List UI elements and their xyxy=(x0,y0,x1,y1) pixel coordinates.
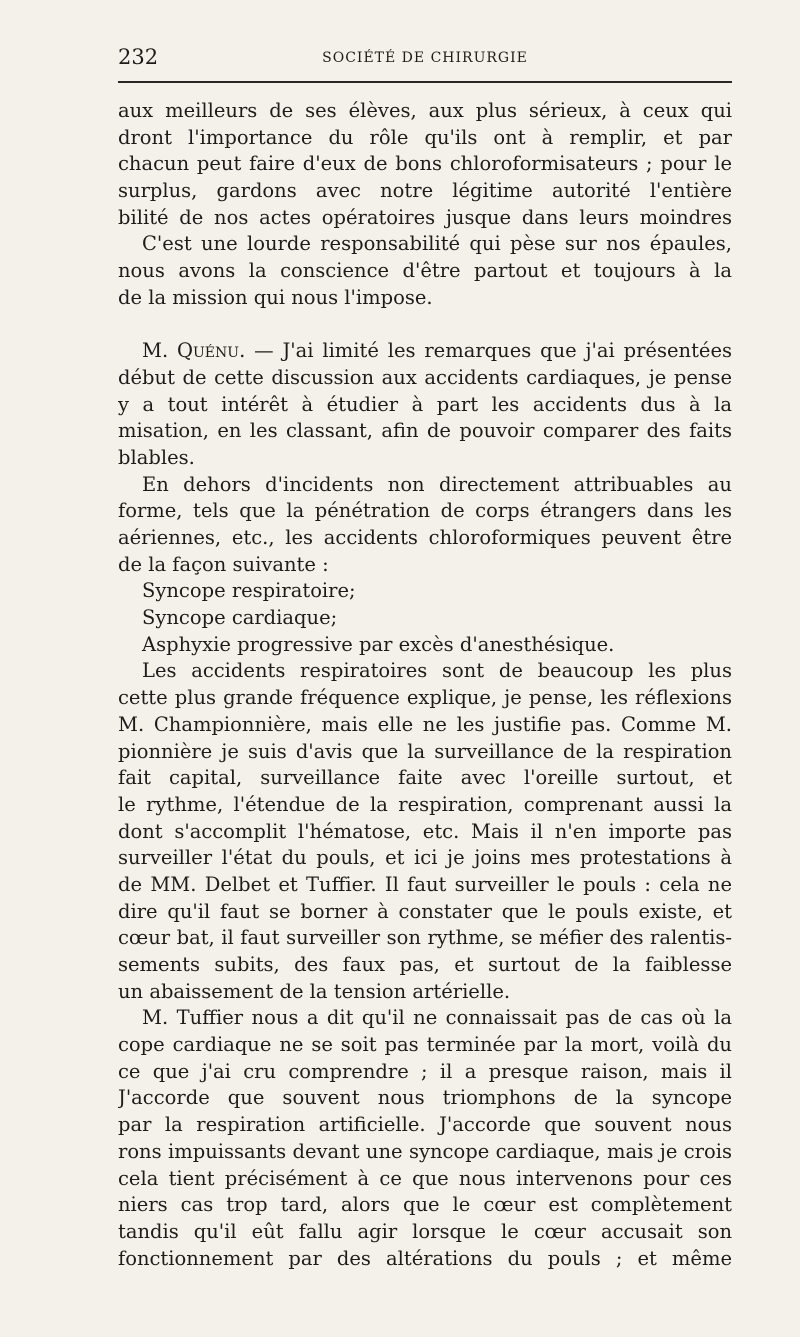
text-line: aériennes, etc., les accidents chloroformiques peuvent être xyxy=(118,526,732,549)
page-header xyxy=(118,43,732,71)
text-line: nous avons la conscience d'être partout et toujours à la xyxy=(118,259,732,283)
text-line: surveiller l'état du pouls, et ici je joins mes protestations à xyxy=(118,846,732,870)
text-line: Syncope respiratoire; xyxy=(142,579,356,603)
text-line: aux meilleurs de ses élèves, aux plus sérieux, à ceux qui xyxy=(118,99,732,122)
text-line: tandis qu'il eût fallu agir lorsque le cœur accusait son xyxy=(118,1219,732,1243)
body-text xyxy=(118,98,732,1272)
header-rule xyxy=(118,81,732,83)
paragraph xyxy=(118,98,732,231)
page-number: 232 xyxy=(118,45,159,69)
text-line: M. Tuffier nous a dit qu'il ne connaissait pas de cas où la xyxy=(142,1006,732,1030)
text-line: Les accidents respiratoires sont de beaucoup les plus xyxy=(142,659,732,683)
text-line: le rythme, l'étendue de la respiration, comprenant aussi la xyxy=(118,792,732,816)
text-line: de la mission qui nous l'impose. xyxy=(118,285,433,309)
speaker-line xyxy=(118,338,732,365)
text-line: cœur bat, il faut surveiller son rythme, se méfier des ralentis- xyxy=(118,926,732,950)
paragraph xyxy=(118,1005,732,1272)
text-line: En dehors d'incidents non directement attribuables au xyxy=(142,472,732,496)
text-line: Syncope cardiaque; xyxy=(142,606,338,630)
text-line: un abaissement de la tension artérielle. xyxy=(118,979,511,1003)
list-item xyxy=(118,605,732,632)
text-line: blables. xyxy=(118,445,195,469)
paragraph xyxy=(118,658,732,1005)
paragraph xyxy=(118,472,732,579)
text-line: dront l'importance du rôle qu'ils ont à remplir, et par xyxy=(118,125,732,149)
text-line: forme, tels que la pénétration de corps étrangers dans les xyxy=(118,499,732,523)
text-line: niers cas trop tard, alors que le cœur est complètement xyxy=(118,1193,732,1217)
text-line: misation, en les classant, afin de pouvoir comparer des faits xyxy=(118,419,732,443)
text-line: par la respiration artificielle. J'accorde que souvent nous xyxy=(118,1113,732,1137)
text-line: de la façon suivante : xyxy=(118,552,329,576)
text-line: sements subits, des faux pas, et surtout de la faiblesse xyxy=(118,953,732,976)
text-line: Asphyxie progressive par excès d'anesthésique. xyxy=(142,632,615,656)
text-line: dire qu'il faut se borner à constater que le pouls existe, et xyxy=(118,899,732,923)
paragraph-gap xyxy=(118,312,732,339)
text-line: de MM. Delbet et Tuffier. Il faut surveiller le pouls : cela ne xyxy=(118,872,732,896)
text-line: fait capital, surveillance faite avec l'oreille surtout, et xyxy=(118,766,732,790)
text-line: J'accorde que souvent nous triomphons de la syncope xyxy=(118,1086,732,1110)
list-item xyxy=(118,632,732,659)
running-title: SOCIÉTÉ DE CHIRURGIE xyxy=(322,50,528,66)
speaker-name: Quénu xyxy=(177,339,240,363)
text-line: y a tout intérêt à étudier à part les accidents dus à la xyxy=(118,392,732,416)
speaker-rest: . — J'ai limité les remarques que j'ai présentées xyxy=(239,339,732,363)
text-line: cope cardiaque ne se soit pas terminée par la mort, voilà du xyxy=(118,1033,732,1057)
text-line: surplus, gardons avec notre légitime autorité l'entière xyxy=(118,179,732,203)
text-line: fonctionnement par des altérations du pouls ; et même xyxy=(118,1246,732,1270)
text-line: ce que j'ai cru comprendre ; il a presque raison, mais il xyxy=(118,1059,732,1083)
text-line: début de cette discussion aux accidents cardiaques, je pense xyxy=(118,365,732,389)
speaker-prefix: M. xyxy=(142,339,178,363)
text-line: C'est une lourde responsabilité qui pèse sur nos épaules, xyxy=(142,232,732,256)
text-line: dont s'accomplit l'hématose, etc. Mais il n'en importe pas xyxy=(118,819,732,843)
text-line: cette plus grande fréquence explique, je pense, les réflexions xyxy=(118,686,732,710)
text-line: rons impuissants devant une syncope cardiaque, mais je crois xyxy=(118,1139,732,1163)
paragraph xyxy=(118,338,732,471)
paragraph xyxy=(118,231,732,311)
text-line: M. Championnière, mais elle ne les justifie pas. Comme M. xyxy=(118,712,732,736)
text-line: bilité de nos actes opératoires jusque dans leurs moindres xyxy=(118,205,732,229)
list-item xyxy=(118,578,732,605)
text-line: cela tient précisément à ce que nous intervenons pour ces xyxy=(118,1166,732,1190)
text-line: pionnière je suis d'avis que la surveillance de la respiration xyxy=(118,739,732,763)
text-line: chacun peut faire d'eux de bons chloroformisateurs ; pour le xyxy=(118,152,732,176)
